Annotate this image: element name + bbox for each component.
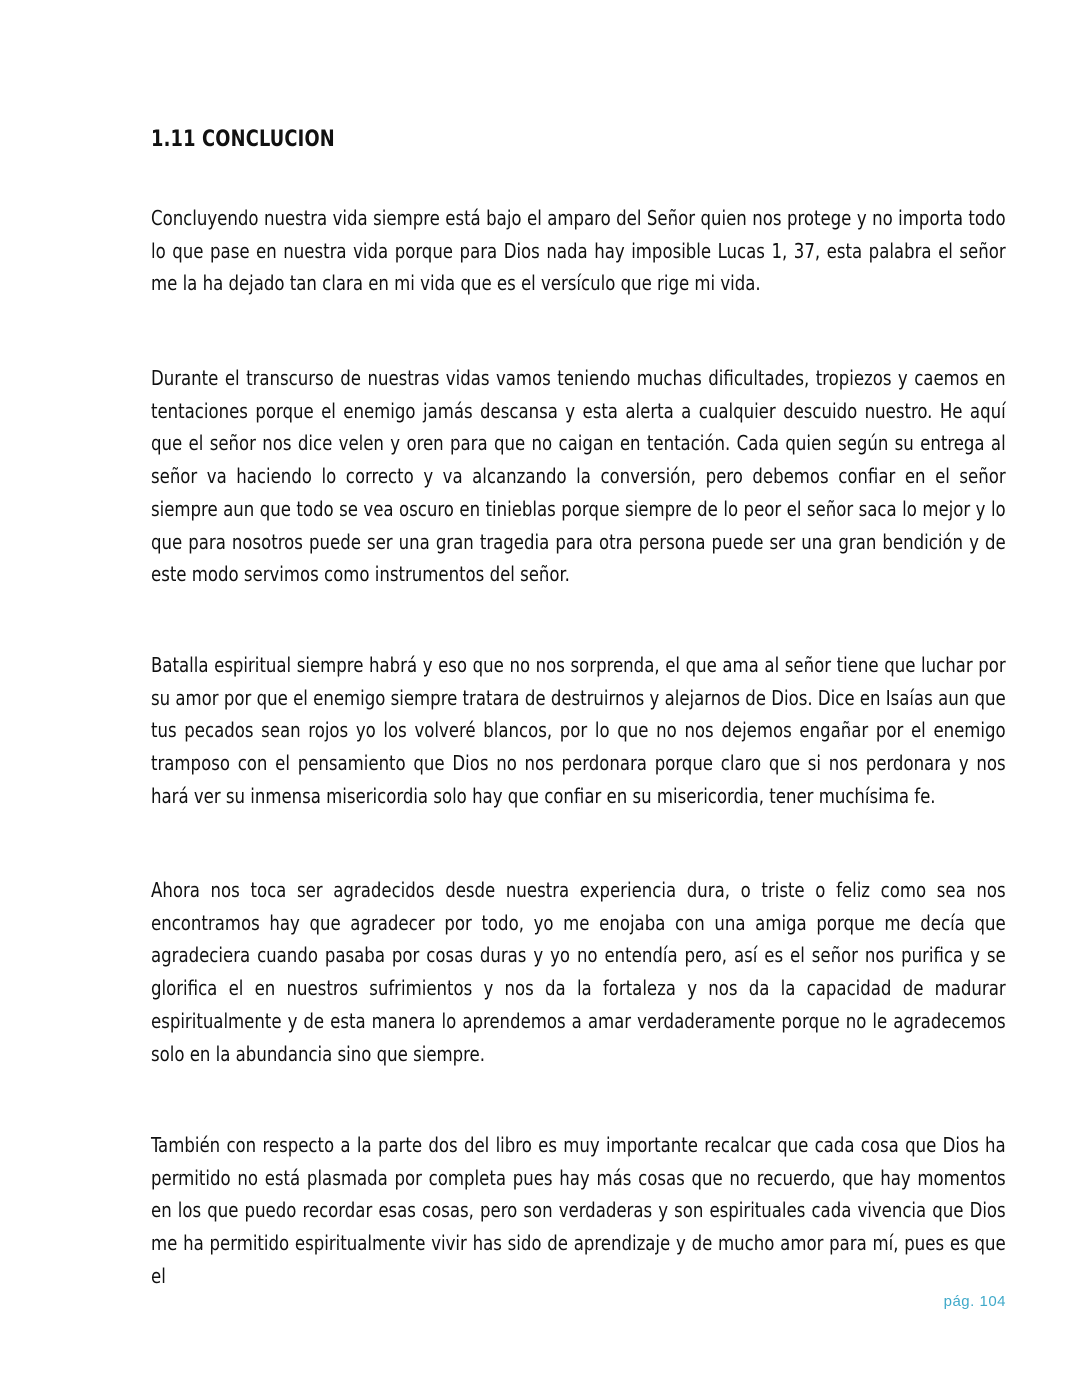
page-number: pág. 104 bbox=[943, 1293, 1006, 1310]
paragraph-4: Ahora nos toca ser agradecidos desde nuestra experiencia dura, o triste o feliz como sea nos encontramos hay que agradecer por todo, yo me enojaba con una amiga porque me decía que agradeciera cuando pasaba por cosas duras y yo no entendía pero, así es el señor nos purifica y se glorifica el en nuestros sufrimientos y nos da la fortaleza y nos da la capacidad de madurar espiritualmente y de esta manera lo aprendemos a amar verdaderamente porque no le agradecemos solo en la abundancia sino que siempre. bbox=[151, 878, 1006, 1066]
document-page bbox=[151, 0, 1006, 1397]
paragraph-5: También con respecto a la parte dos del libro es muy importante recalcar que cada cosa que Dios ha permitido no está plasmada por completa pues hay más cosas que no recuerdo, que hay momentos en los que puedo recordar esas cosas, pero son verdaderas y son espirituales cada vivencia que Dios me ha permitido espiritualmente vivir has sido de aprendizaje y de mucho amor para mí, pues es que el bbox=[151, 1133, 1006, 1288]
section-heading: 1.11 CONCLUCION bbox=[151, 127, 335, 152]
paragraph-3: Batalla espiritual siempre habrá y eso que no nos sorprenda, el que ama al señor tiene que luchar por su amor por que el enemigo siempre tratara de destruirnos y alejarnos de Dios. Dice en Isaías aun que tus pecados sean rojos yo los volveré blancos, por lo que no nos dejemos engañar por el enemigo tramposo con el pensamiento que Dios no nos perdonara porque claro que si nos perdonara y nos hará ver su inmensa misericordia solo hay que confiar en su misericordia, tener muchísima fe. bbox=[151, 653, 1006, 808]
paragraph-2: Durante el transcurso de nuestras vidas vamos teniendo muchas dificultades, tropiezos y caemos en tentaciones porque el enemigo jamás descansa y esta alerta a cualquier descuido nuestro. He aquí que el señor nos dice velen y oren para que no caigan en tentación. Cada quien según su entrega al señor va haciendo lo correcto y va alcanzando la conversión, pero debemos confiar en el señor siempre aun que todo se vea oscuro en tinieblas porque siempre de lo peor el señor saca lo mejor y lo que para nosotros puede ser una gran tragedia para otra persona puede ser una gran bendición y de este modo servimos como instrumentos del señor. bbox=[151, 366, 1006, 587]
paragraph-1: Concluyendo nuestra vida siempre está bajo el amparo del Señor quien nos protege y no importa todo lo que pase en nuestra vida porque para Dios nada hay imposible Lucas 1, 37, esta palabra el señor me la ha dejado tan clara en mi vida que es el versículo que rige mi vida. bbox=[151, 206, 1006, 296]
